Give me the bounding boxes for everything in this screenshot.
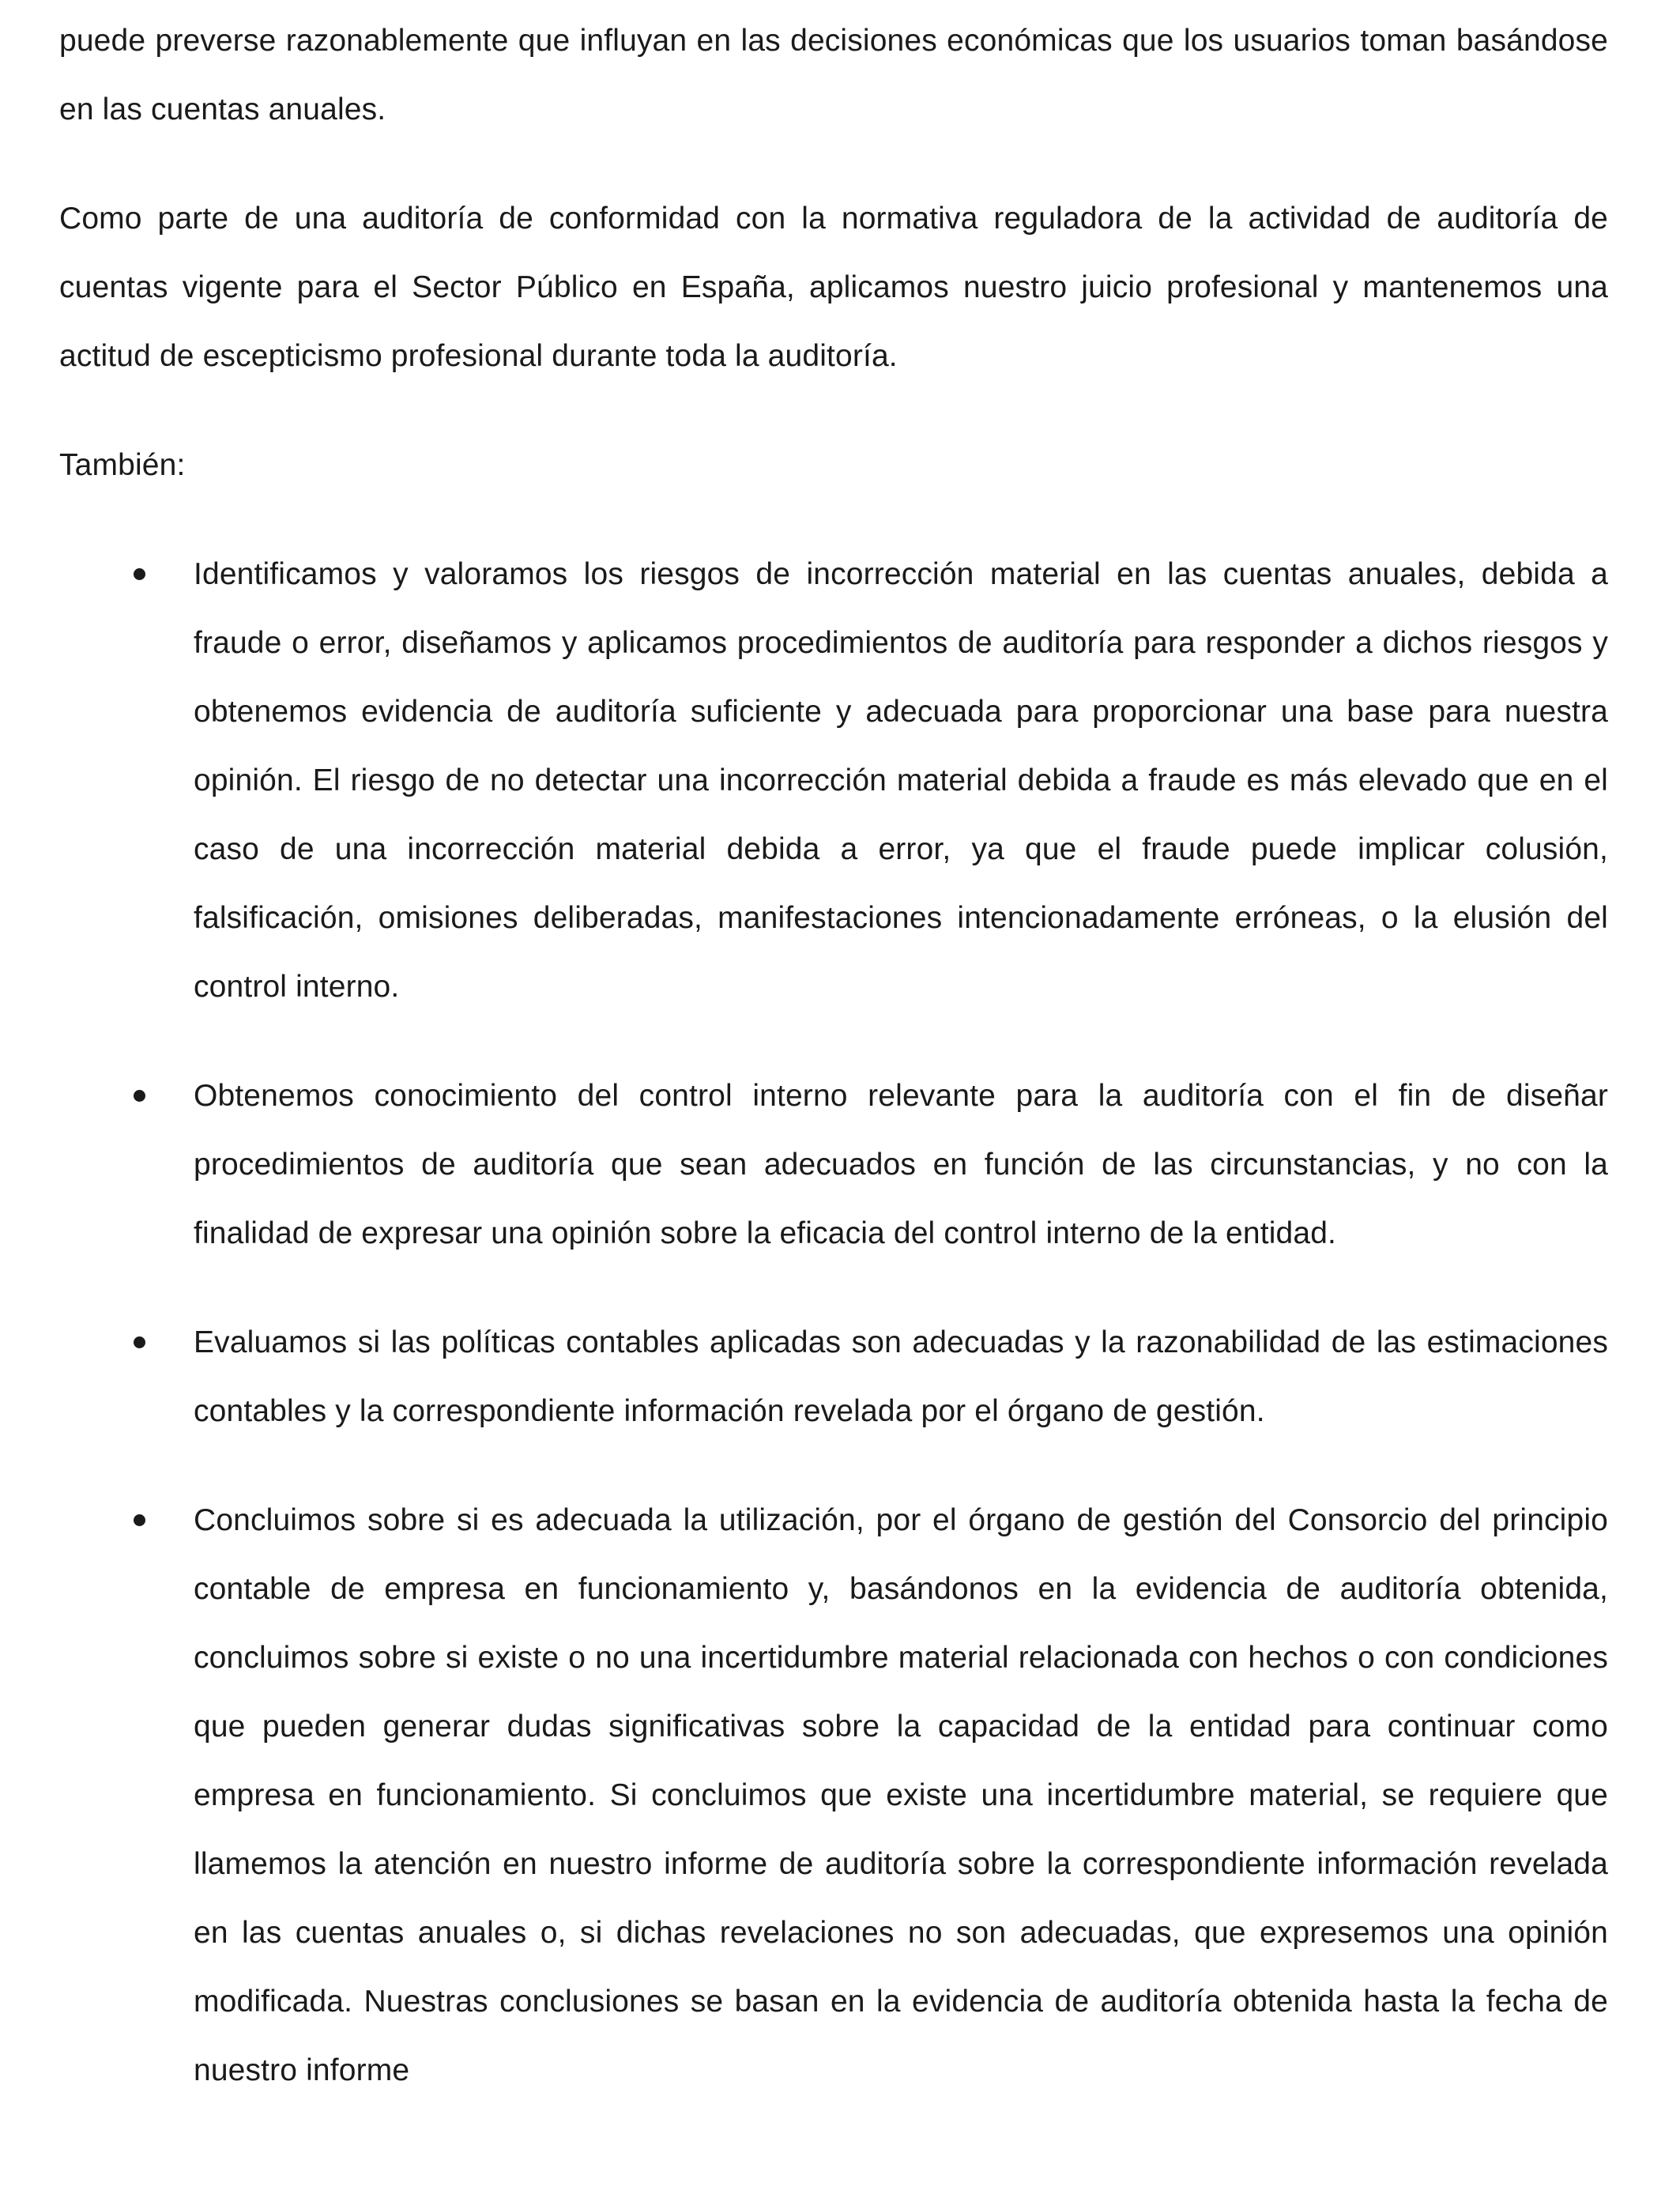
- list-item: [59, 1486, 1608, 2105]
- list-item-text: Obtenemos conocimiento del control interno relevante para la auditoría con el fin de diseñar procedimientos de auditoría que sean adecuados en función de las circunstancias, y no con la finalidad de expresar una opinión sobre la eficacia del control interno de la entidad.: [194, 1079, 1608, 1250]
- document-page: [59, 6, 1608, 2105]
- list-intro-label: También:: [59, 448, 186, 482]
- list-item: [59, 1308, 1608, 1446]
- list-item: [59, 540, 1608, 1021]
- bullet-icon: [134, 1090, 145, 1102]
- paragraph-continuation: puede preverse razonablemente que influyan en las decisiones económicas que los usuarios toman basándose en las cuentas anuales.: [59, 24, 1608, 126]
- bullet-icon: [134, 1514, 145, 1526]
- list-item-text: Evaluamos si las políticas contables aplicadas son adecuadas y la razonabilidad de las estimaciones contables y la correspondiente información revelada por el órgano de gestión.: [194, 1325, 1608, 1428]
- bullet-icon: [134, 568, 145, 580]
- list-item: [59, 1061, 1608, 1268]
- audit-procedures-list: [59, 540, 1608, 2105]
- paragraph-audit-conformity: Como parte de una auditoría de conformidad con la normativa reguladora de la actividad de auditoría de cuentas vigente para el Sector Público en España, aplicamos nuestro juicio profesional y mantenemos una actitud de escepticismo profesional durante toda la auditoría.: [59, 202, 1608, 373]
- bullet-icon: [134, 1336, 145, 1348]
- list-item-text: Identificamos y valoramos los riesgos de incorrección material en las cuentas anuales, debida a fraude o error, diseñamos y aplicamos procedimientos de auditoría para responder a dichos riesgos y obtenemos evidencia de auditoría suficiente y adecuada para proporcionar una base para nuestra opinión. El riesgo de no detectar una incorrección material debida a fraude es más elevado que en el caso de una incorrección material debida a error, ya que el fraude puede implicar colusión, falsificación, omisiones deliberadas, manifestaciones intencionadamente erróneas, o la elusión del control interno.: [194, 557, 1608, 1004]
- list-item-text: Concluimos sobre si es adecuada la utilización, por el órgano de gestión del Consorcio del principio contable de empresa en funcionamiento y, basándonos en la evidencia de auditoría obtenida, concluimos sobre si existe o no una incertidumbre material relacionada con hechos o con condiciones que pueden generar dudas significativas sobre la capacidad de la entidad para continuar como empresa en funcionamiento. Si concluimos que existe una incertidumbre material, se requiere que llamemos la atención en nuestro informe de auditoría sobre la correspondiente información revelada en las cuentas anuales o, si dichas revelaciones no son adecuadas, que expresemos una opinión modificada. Nuestras conclusiones se basan en la evidencia de auditoría obtenida hasta la fecha de nuestro informe: [194, 1503, 1608, 2087]
